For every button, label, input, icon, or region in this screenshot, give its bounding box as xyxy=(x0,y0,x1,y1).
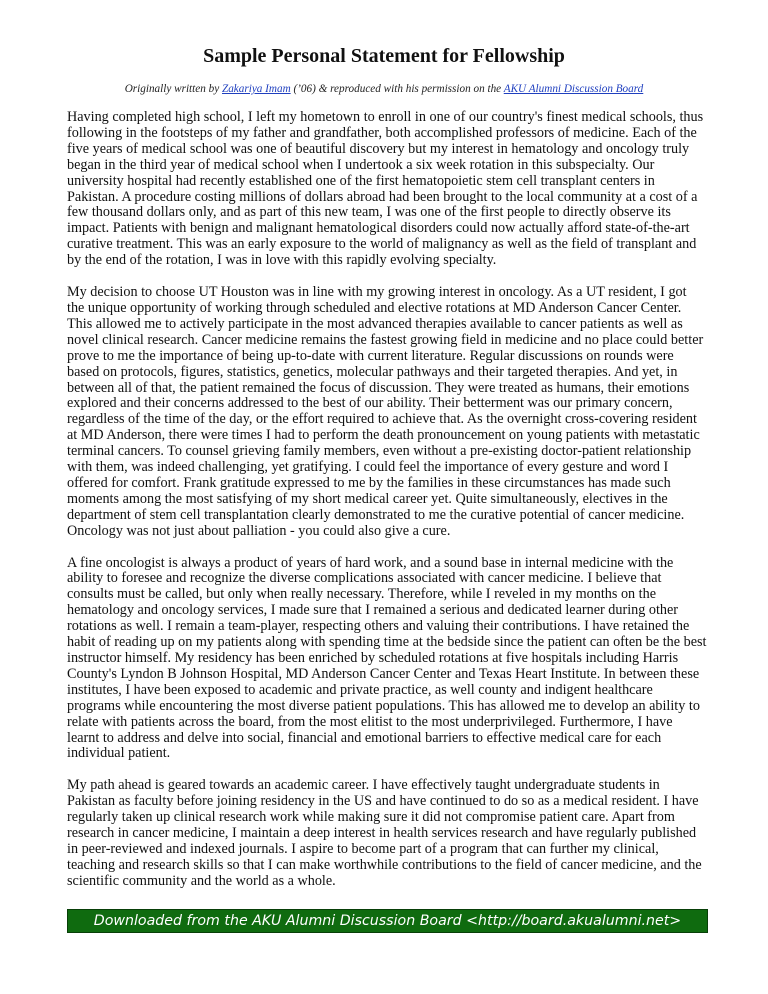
paragraph-4: My path ahead is geared towards an academic career. I have effectively taught undergraduate students in Pakistan as faculty before joining residency in the US and have continued to do so as a medical resident. I have regularly taken up clinical research work while making sure it did not compromise patient care. Apart from research in cancer medicine, I maintain a deep interest in health services research and have regularly published in peer-reviewed and indexed journals. I aspire to become part of a program that can further my clinical, teaching and research skills so that I can make worthwhile contributions to the field of cancer medicine, and the scientific community and the world as a whole. xyxy=(67,777,702,889)
paragraph-2: My decision to choose UT Houston was in line with my growing interest in oncology. As a UT resident, I got the unique opportunity of working through scheduled and elective rotations at MD Anderson Cancer Center. This allowed me to actively participate in the most advanced therapies available to cancer patients as well as novel clinical research. Cancer medicine remains the fastest growing field in medicine and no place could better prove to me the importance of being up-to-date with current literature. Regular discussions on rounds were based on protocols, figures, statistics, genetics, molecular pathways and their targeted therapies. And yet, in between all of that, the patient remained the focus of discussion. They were treated as humans, their emotions explored and their concerns addressed to the best of our ability. Their betterment was our primary concern, regardless of the time of the day, or the effort required to achieve that. As the overnight cross-covering resident at MD Anderson, there were times I had to perform the death pronouncement on young patients with metastatic terminal cancers. To counsel grieving family members, even without a pre-existing doctor-patient relationship with them, was indeed challenging, yet gratifying. I could feel the importance of every gesture and word I offered for comfort. Frank gratitude expressed to me by the families in these circumstances has made such moments among the most satisfying of my short medical career yet. Quite simultaneously, electives in the department of stem cell transplantation clearly demonstrated to me the curative potential of cancer medicine. Oncology was not just about palliation - you could also give a cure. xyxy=(67,284,704,539)
byline-prefix: Originally written by xyxy=(124,83,222,95)
paragraph-3: A fine oncologist is always a product of years of hard work, and a sound base in internal medicine with the ability to foresee and recognize the diverse complications associated with cancer medicine. I believe that consults must be called, but only when really necessary. Therefore, while I reveled in my months on the hematology and oncology services, I made sure that I remained a serious and dedicated learner during other rotations as well. I remain a team-player, respecting others and valuing their contributions. I have retained the habit of reading up on my patients along with spending time at the bedside since the patient can often be the best instructor himself. My residency has been enriched by scheduled rotations at five hospitals including Harris County's Lyndon B Johnson Hospital, MD Anderson Cancer Center and Texas Heart Institute. In between these institutes, I have been exposed to academic and private practice, as well county and indigent healthcare programs while encountering the most diverse patient populations. This has allowed me to develop an ability to relate with patients across the board, from the most elitist to the most underprivileged. Furthermore, I have learnt to address and delve into social, financial and emotional barriers to effective medical care for each individual patient. xyxy=(67,554,707,762)
statement-body xyxy=(67,110,707,906)
byline xyxy=(0,82,768,96)
footer-text: Downloaded from the AKU Alumni Discussion Board <http://board.akualumni.net> xyxy=(93,913,682,929)
discussion-board-link[interactable]: AKU Alumni Discussion Board xyxy=(503,83,644,95)
author-link[interactable]: Zakariya Imam xyxy=(221,83,291,95)
download-footer-banner xyxy=(67,909,708,933)
page-title: Sample Personal Statement for Fellowship xyxy=(203,45,565,67)
paragraph-1: Having completed high school, I left my hometown to enroll in one of our country's finest medical schools, thus following in the footsteps of my father and grandfather, both accomplished professors of medicine. Each of the five years of medical school was one of beautiful discovery but my interest in hematology and oncology truly began in the third year of medical school when I undertook a six week rotation in this subspecialty. Our university hospital had recently established one of the first hematopoietic stem cell transplant centers in Pakistan. A procedure costing millions of dollars abroad had been brought to the local community at a cost of a few thousand dollars only, and as part of this new team, I was one of the first people to directly observe its impact. Patients with benign and malignant hematological disorders could now actually afford state-of-the-art curative treatment. This was an early exposure to the world of malignancy as well as the field of transplant and by the end of the rotation, I was in love with this rapidly evolving specialty. xyxy=(67,109,704,269)
byline-middle: (’06) & reproduced with his permission on the xyxy=(290,83,504,95)
